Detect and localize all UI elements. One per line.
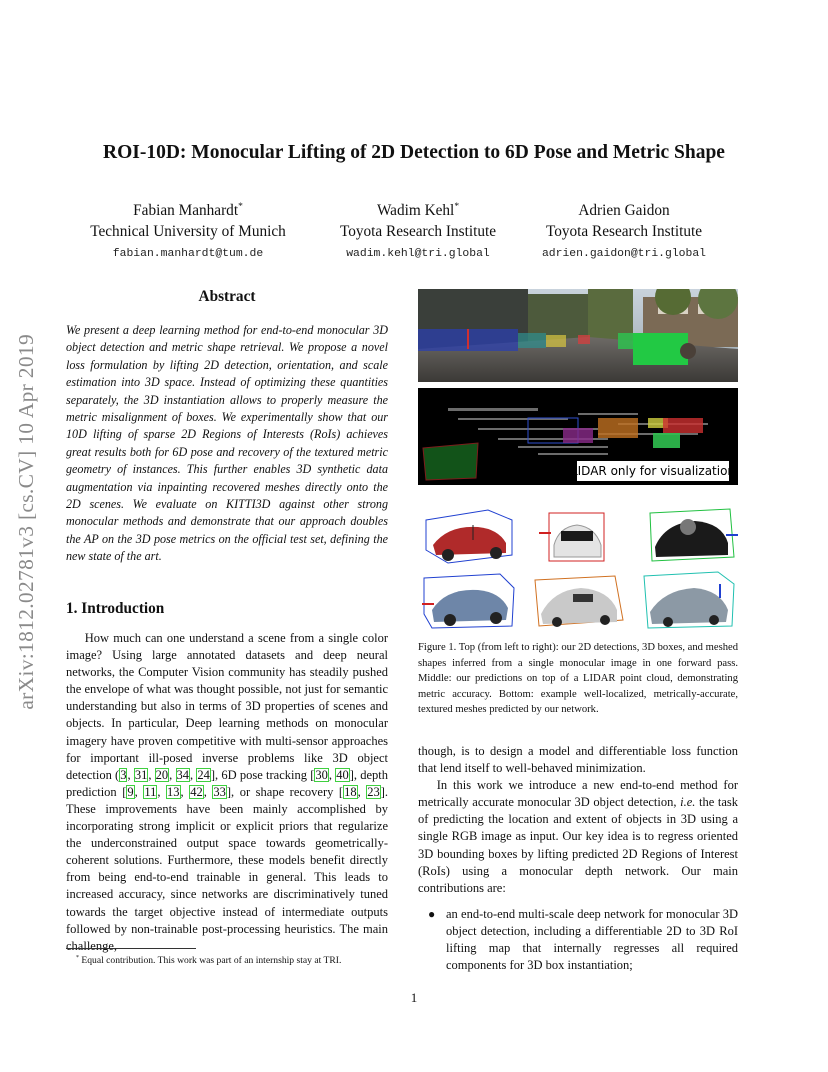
intro-paragraph: though, is to design a model and differentiable loss function that lend itself to well-behaved minimization. xyxy=(418,744,738,776)
page-number: 1 xyxy=(410,990,418,1005)
author-email[interactable]: fabian.manhardt@tum.de xyxy=(112,248,264,261)
citation-link[interactable]: 30 xyxy=(315,767,328,782)
citation-link[interactable]: 42 xyxy=(190,784,203,799)
footnote-rule xyxy=(66,948,196,949)
author-name: Adrien Gaidon xyxy=(578,202,670,220)
citation-link[interactable]: 31 xyxy=(134,767,148,782)
mesh-thumbnail xyxy=(640,570,738,630)
citation-link[interactable]: 20 xyxy=(155,767,169,782)
intro-paragraph: In this work we introduce a new end-to-end method for metrically accurate monocular 3D object detection, i.e. the task of predicting the location and extent of objects in 3D using a single RGB image as input. Our key idea is to regress oriented 3D bounding boxes by lifting predicted 2D Regions of Interest (RoIs) using a monocular depth network. Our main contributions are: xyxy=(418,778,738,895)
author-affiliation: Toyota Research Institute xyxy=(339,223,497,241)
author-email[interactable]: adrien.gaidon@tri.global xyxy=(541,248,707,261)
citation-link[interactable]: 23 xyxy=(367,784,380,799)
citation-link[interactable]: 13 xyxy=(167,784,180,799)
author-block xyxy=(524,197,724,265)
footnote: * Equal contribution. This work was part of an internship stay at TRI. xyxy=(76,955,342,967)
intro-paragraph: How much can one understand a scene from a single color image? Using large annotated datasets and deep neural networks, the Computer Vision community has steadily pushed the envelope of what was thought possible, not just for semantic understanding but also in terms of 3D properties of scenes and objects. In particular, Deep learning methods on monocular imagery have proven competitive with multi-sensor approaches for important ill-posed inverse problems like 3D object detection (3, 31, 20, 34, 24], 6D pose tracking [30, 40], depth prediction [9, 11, 13, 42, 33], or shape recovery [18, 23]. These improvements have been mainly accomplished by incorporating strong implicit or explicit priors that regularize the underconstrained output space towards geometrically-coherent solutions. Furthermore, these models benefit directly from being end-to-end trainable in general. This leads to increased accuracy, since networks are discriminatively tuned towards the target objective instead of intermediate outputs followed by non-trainable post-processing heuristics. The main challenge, xyxy=(66,631,389,953)
author-block xyxy=(88,197,288,265)
citation-link[interactable]: 3 xyxy=(120,767,127,782)
citation-link[interactable]: 24 xyxy=(197,767,210,782)
mesh-thumbnail xyxy=(418,505,516,565)
figure-detection-photo xyxy=(418,289,738,382)
citation-link[interactable]: 9 xyxy=(127,784,134,799)
mesh-thumbnail xyxy=(418,570,516,630)
author-block xyxy=(318,197,518,265)
contribution-bullet xyxy=(418,906,738,974)
citation-link[interactable]: 40 xyxy=(336,767,349,782)
citation-link[interactable]: 33 xyxy=(213,784,226,799)
citation-link[interactable]: 11 xyxy=(144,784,157,799)
author-email[interactable]: wadim.kehl@tri.global xyxy=(346,248,490,261)
arxiv-stamp xyxy=(8,284,44,759)
citation-link[interactable]: 34 xyxy=(176,767,190,782)
bullet-text: an end-to-end multi-scale deep network for monocular 3D object detection, including a differentiable 2D to 3D RoI lifting map that internally regresses all required components for 3D box instantiation; xyxy=(446,906,738,973)
section-heading-introduction: 1. Introduction xyxy=(66,600,165,617)
author-name: Fabian Manhardt* xyxy=(133,202,243,220)
author-name: Wadim Kehl* xyxy=(376,202,460,220)
lidar-pointcloud-image xyxy=(418,388,738,485)
street-scene-image xyxy=(418,289,738,382)
abstract-heading: Abstract xyxy=(198,288,256,305)
figure-lidar-panel xyxy=(418,388,738,485)
arxiv-id: arXiv:1812.02781v3 [cs.CV] 10 Apr 2019 xyxy=(13,333,38,710)
abstract-text: We present a deep learning method for end-to-end monocular 3D object detection and metric shape retrieval. We propose a novel loss formulation by lifting 2D detection, orientation, and scale estimation into 3D space. Instead of optimizing these quantities separately, the 3D instantiation allows to properly measure the metric misalignment of boxes. We experimentally show that our 10D lifting of sparse 2D Regions of Interests (RoIs) achieves great results both for 6D pose and recovery of the textured metric geometry of instances. This further enables 3D synthetic data augmentation via inpainting recovered meshes directly onto the 2D scenes. We evaluate on KITTI3D against other strong monocular methods and demonstrate that our approach doubles the AP on the 3D pose metrics on the official test set, defining the new state of the art. xyxy=(66,323,388,564)
paper-title: ROI-10D: Monocular Lifting of 2D Detection to 6D Pose and Metric Shape xyxy=(103,142,725,163)
lidar-label: LIDAR only for visualization xyxy=(570,464,736,478)
mesh-thumbnail xyxy=(529,570,627,630)
author-affiliation: Toyota Research Institute xyxy=(545,223,703,241)
citation-link[interactable]: 18 xyxy=(344,784,357,799)
bullet-dot-icon: ● xyxy=(428,906,436,921)
intro-column-right xyxy=(418,743,738,974)
figure-mesh-grid xyxy=(418,495,738,630)
mesh-thumbnail xyxy=(529,505,627,565)
mesh-thumbnail xyxy=(640,505,738,565)
figure-caption: Figure 1. Top (from left to right): our 2D detections, 3D boxes, and meshed shapes inferred from a single monocular image in one forward pass. Middle: our predictions on top of a LIDAR point cloud, demonstrating metric accuracy. Bottom: example well-localized, metrically-accurate, textured meshes predicted by our network. xyxy=(418,642,738,715)
author-affiliation: Technical University of Munich xyxy=(90,223,286,241)
intro-column-left xyxy=(66,630,388,955)
